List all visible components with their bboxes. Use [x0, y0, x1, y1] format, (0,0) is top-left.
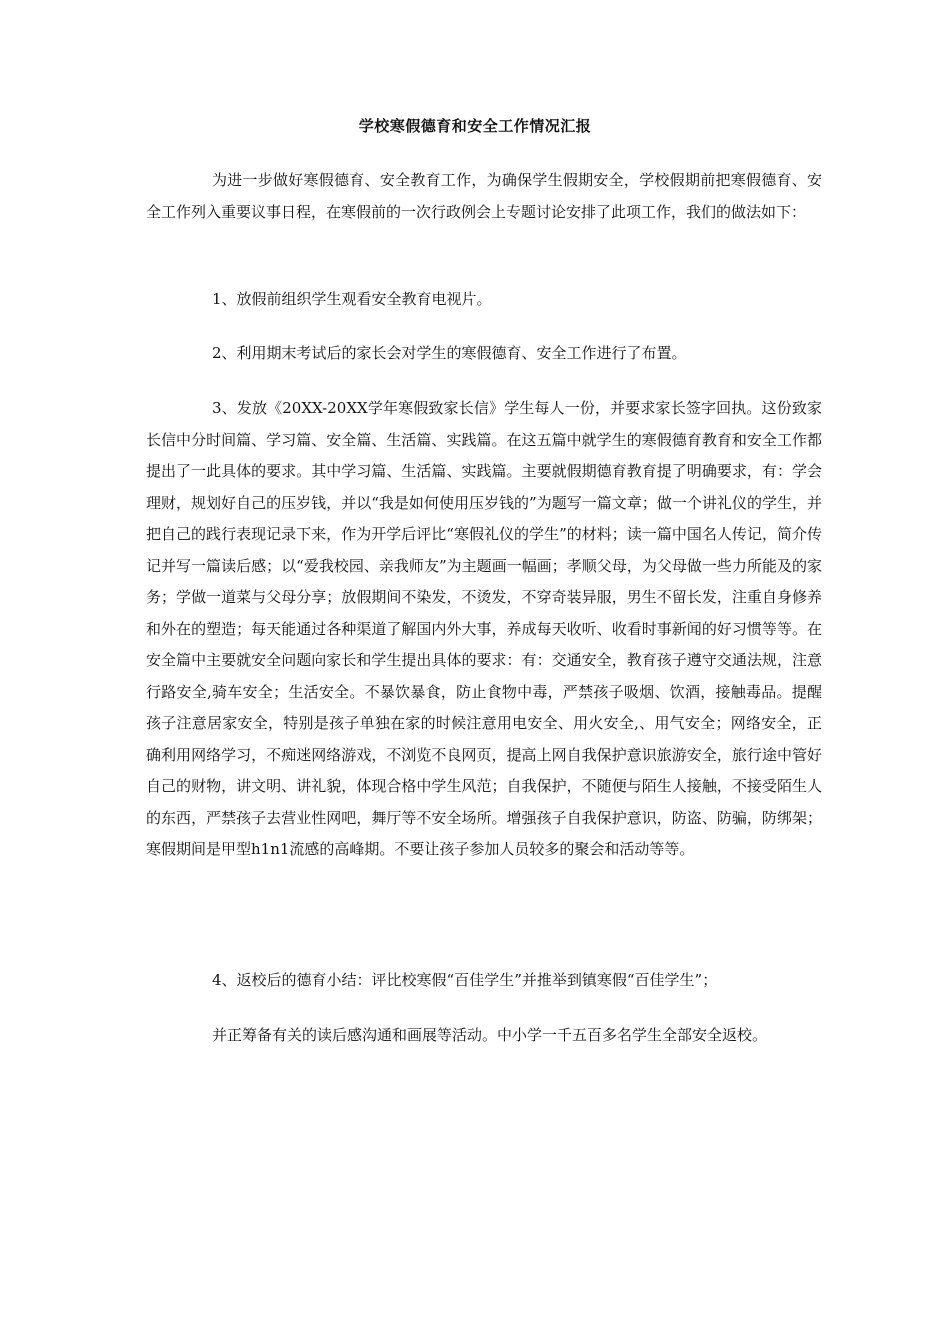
item-3-paragraph: 3、发放《20XX-20XX学年寒假致家长信》学生每人一份，并要求家长签字回执。这份致家长信中分时间篇、学习篇、安全篇、生活篇、实践篇。在这五篇中就学生的寒假德育教育和安全工作都提出了一此具体的要求。其中学习篇、生活篇、实践篇。主要就假期德育教育提了明确要求，有：学会理财，规划好自己的压岁钱，并以“我是如何使用压岁钱的”为题写一篇文章；做一个讲礼仪的学生，并把自己的践行表现记录下来，作为开学后评比“寒假礼仪的学生”的材料；读一篇中国名人传记，简介传记并写一篇读后感；以“爱我校园、亲我师友”为主题画一幅画；孝顺父母，为父母做一些力所能及的家务；学做一道菜与父母分享；放假期间不染发，不烫发，不穿奇装异服，男生不留长发，注重自身修养和外在的塑造；每天能通过各种渠道了解国内外大事，养成每天收听、收看时事新闻的好习惯等等。在安全篇中主要就安全问题向家长和学生提出具体的要求：有：交通安全，教育孩子遵守交通法规，注意行路安全,骑车安全；生活安全。不暴饮暴食，防止食物中毒，严禁孩子吸烟、饮酒，接触毒品。提醒孩子注意居家安全，特别是孩子单独在家的时候注意用电安全、用火安全,、用气安全；网络安全，正确利用网络学习，不痴迷网络游戏，不浏览不良网页，提高上网自我保护意识旅游安全，旅行途中管好自己的财物，讲文明、讲礼貌，体现合格中学生风范；自我保护，不随便与陌生人接触，不接受陌生人的东西，严禁孩子去营业性网吧，舞厅等不安全场所。增强孩子自我保护意识，防盗、防骗，防绑架；寒假期间是甲型h1n1流感的高峰期。不要让孩子参加人员较多的聚会和活动等等。: [146, 399, 822, 858]
item-4-paragraph: 4、返校后的德育小结：评比校寒假“百佳学生”并推举到镇寒假“百佳学生”；: [212, 971, 718, 989]
document-title: 学校寒假德育和安全工作情况汇报: [358, 117, 592, 135]
item-1-paragraph: 1、放假前组织学生观看安全教育电视片。: [212, 290, 492, 308]
intro-paragraph: 为进一步做好寒假德育、安全教育工作，为确保学生假期安全，学校假期前把寒假德育、安全工作列入重要议事日程，在寒假前的一次行政例会上专题讨论安排了此项工作，我们的做法如下：: [146, 171, 822, 221]
item-2-paragraph: 2、利用期末考试后的家长会对学生的寒假德育、安全工作进行了布置。: [212, 344, 687, 362]
closing-paragraph: 并正筹备有关的读后感沟通和画展等活动。中小学一千五百多名学生全部安全返校。: [212, 1026, 768, 1044]
